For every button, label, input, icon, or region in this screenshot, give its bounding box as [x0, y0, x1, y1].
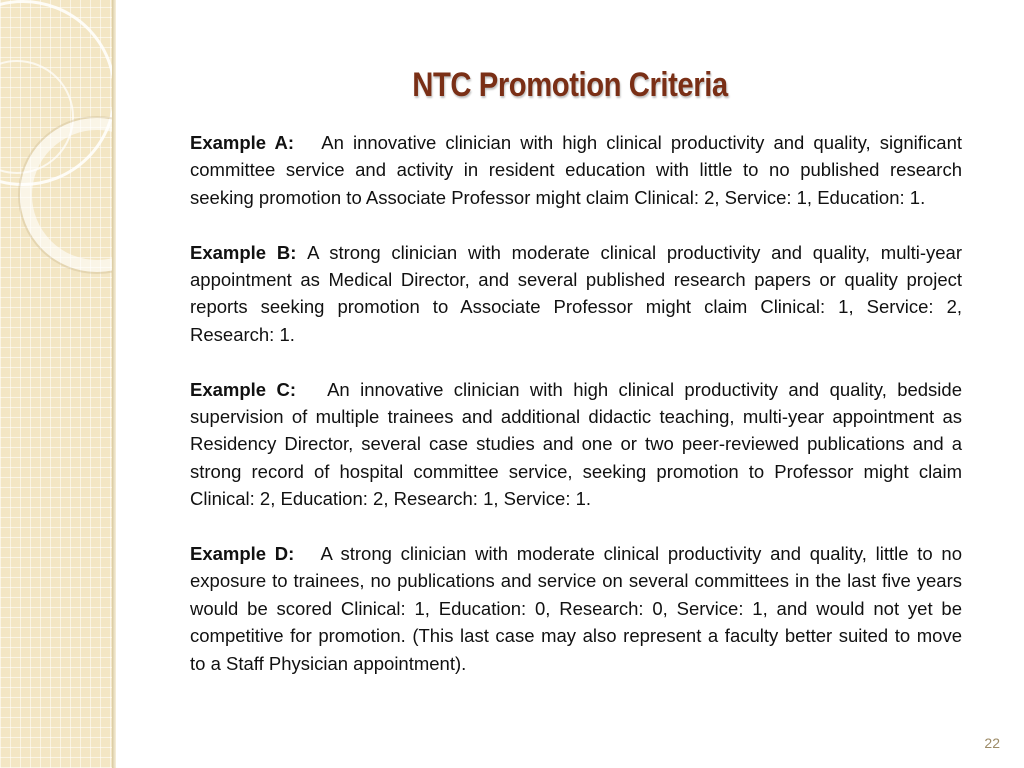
example-text: An innovative clinician with high clinical productivity and quality, bedside supervision of multiple trainees and additional didactic teaching, multi-year appointment as Residency Director, several case studies and one or two peer-reviewed publications and a strong record of hospital committee service, seeking promotion to Professor might claim Clinical: 2, Education: 2, Research: 1, Service: 1. [190, 378, 962, 510]
decorative-sidebar [0, 0, 112, 768]
example-label: Example C: [190, 378, 296, 400]
example-paragraph-d [190, 540, 962, 677]
slide-body [190, 129, 962, 704]
example-label: Example D: [190, 543, 295, 565]
page-number: 22 [984, 735, 1000, 751]
example-paragraph-a [190, 129, 962, 211]
example-paragraph-b [190, 239, 962, 349]
example-label: Example A: [190, 132, 295, 153]
slide-title: NTC Promotion Criteria [412, 66, 728, 104]
example-text: An innovative clinician with high clinical productivity and quality, significant committee service and activity in resident education with little to no published research seeking promotion to Associate Professor might claim Clinical: 2, Service: 1, Education: 1. [190, 132, 962, 208]
example-label: Example B: [190, 241, 297, 263]
sidebar-edge [112, 0, 116, 768]
example-text: A strong clinician with moderate clinical productivity and quality, multi-year appointment as Medical Director, and several published research papers or quality project reports seeking promotion to Associate Professor might claim Clinical: 1, Service: 2, Research: 1. [190, 241, 963, 345]
example-text: A strong clinician with moderate clinical productivity and quality, little to no exposure to trainees, no publications and service on several committees in the last five years would be scored Clinical: 1, Education: 0, Research: 0, Service: 1, and would not yet be competitive for promotion. (This last case may also represent a faculty better suited to move to a Staff Physician appointment). [190, 543, 962, 674]
example-paragraph-c [190, 376, 962, 513]
